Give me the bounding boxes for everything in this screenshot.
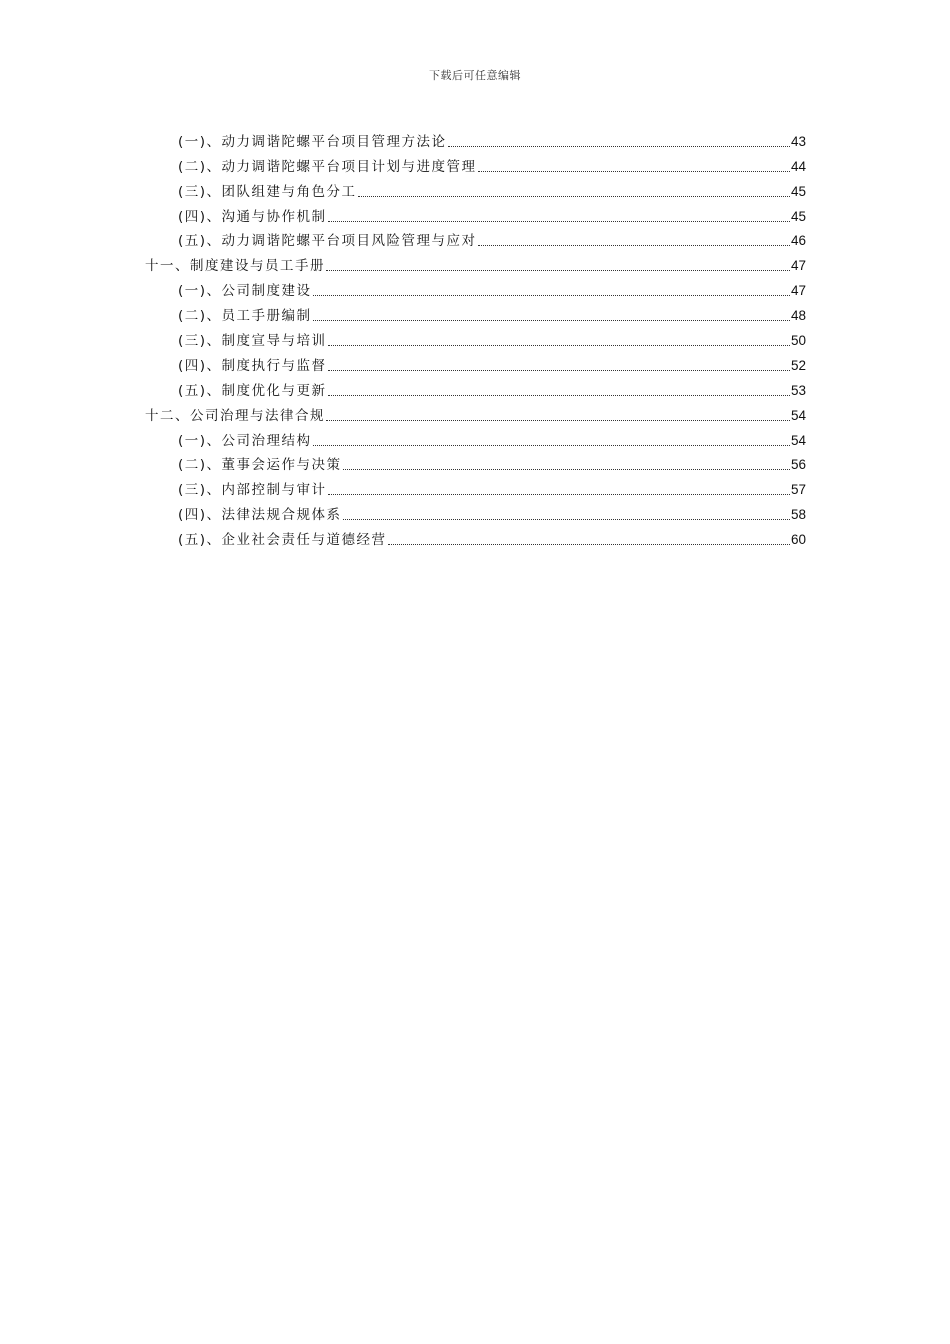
toc-page-number: 53 bbox=[790, 382, 806, 398]
toc-entry-label: (五)、企业社会责任与道德经营 bbox=[178, 532, 387, 549]
toc-entry-label: (三)、制度宣导与培训 bbox=[178, 333, 327, 350]
toc-entry-label: (三)、内部控制与审计 bbox=[178, 482, 327, 499]
toc-dot-leader bbox=[478, 171, 790, 172]
toc-dot-leader bbox=[313, 445, 790, 446]
toc-entry-label: (四)、法律法规合规体系 bbox=[178, 507, 342, 524]
toc-page-number: 47 bbox=[790, 258, 806, 274]
toc-entry-label: (一)、动力调谐陀螺平台项目管理方法论 bbox=[178, 133, 447, 150]
toc-page-number: 56 bbox=[790, 457, 806, 473]
toc-entry-label: (二)、董事会运作与决策 bbox=[178, 457, 342, 474]
toc-page-number: 45 bbox=[790, 208, 806, 224]
toc-entry[interactable] bbox=[145, 350, 806, 375]
toc-page-number: 48 bbox=[790, 308, 806, 324]
toc-page-number: 46 bbox=[790, 233, 806, 249]
toc-dot-leader bbox=[478, 245, 790, 246]
toc-entry[interactable] bbox=[145, 126, 806, 151]
toc-entry[interactable] bbox=[145, 450, 806, 475]
toc-entry-label: 十一、制度建设与员工手册 bbox=[145, 258, 325, 275]
toc-page-number: 44 bbox=[790, 158, 806, 174]
toc-entry[interactable] bbox=[145, 425, 806, 450]
toc-entry[interactable] bbox=[145, 226, 806, 251]
toc-chapter-entry[interactable] bbox=[145, 400, 806, 425]
toc-entry[interactable] bbox=[145, 275, 806, 300]
toc-entry[interactable] bbox=[145, 201, 806, 226]
toc-page-number: 52 bbox=[790, 357, 806, 373]
toc-page-number: 45 bbox=[790, 183, 806, 199]
toc-dot-leader bbox=[388, 544, 790, 545]
toc-page-number: 57 bbox=[790, 482, 806, 498]
toc-entry-label: (五)、制度优化与更新 bbox=[178, 382, 327, 399]
header-note: 下载后可任意编辑 bbox=[429, 69, 521, 82]
toc-entry-label: (一)、公司治理结构 bbox=[178, 432, 312, 449]
toc-page-number: 47 bbox=[790, 283, 806, 299]
toc-entry-label: (四)、沟通与协作机制 bbox=[178, 208, 327, 225]
toc-entry[interactable] bbox=[145, 474, 806, 499]
toc-dot-leader bbox=[328, 370, 790, 371]
toc-page-number: 50 bbox=[790, 333, 806, 349]
toc-entry[interactable] bbox=[145, 176, 806, 201]
toc-entry-label: (二)、员工手册编制 bbox=[178, 308, 312, 325]
toc-entry-label: (五)、动力调谐陀螺平台项目风险管理与应对 bbox=[178, 233, 477, 250]
toc-entry[interactable] bbox=[145, 375, 806, 400]
toc-dot-leader bbox=[313, 320, 790, 321]
toc-entry-label: (三)、团队组建与角色分工 bbox=[178, 183, 357, 200]
toc-chapter-entry[interactable] bbox=[145, 250, 806, 275]
toc-dot-leader bbox=[448, 146, 790, 147]
toc-page-number: 54 bbox=[790, 407, 806, 423]
toc-dot-leader bbox=[313, 295, 790, 296]
toc-entry[interactable] bbox=[145, 300, 806, 325]
table-of-contents bbox=[145, 126, 806, 549]
toc-entry-label: 十二、公司治理与法律合规 bbox=[145, 407, 325, 424]
toc-dot-leader bbox=[328, 494, 790, 495]
toc-dot-leader bbox=[326, 270, 790, 271]
toc-entry[interactable] bbox=[145, 325, 806, 350]
toc-entry[interactable] bbox=[145, 499, 806, 524]
toc-entry-label: (一)、公司制度建设 bbox=[178, 283, 312, 300]
toc-entry-label: (二)、动力调谐陀螺平台项目计划与进度管理 bbox=[178, 158, 477, 175]
toc-dot-leader bbox=[328, 221, 790, 222]
toc-dot-leader bbox=[358, 196, 790, 197]
toc-page-number: 60 bbox=[790, 532, 806, 548]
toc-entry[interactable] bbox=[145, 151, 806, 176]
toc-page-number: 54 bbox=[790, 432, 806, 448]
toc-page-number: 43 bbox=[790, 133, 806, 149]
toc-dot-leader bbox=[343, 519, 790, 520]
toc-dot-leader bbox=[328, 395, 790, 396]
toc-dot-leader bbox=[326, 420, 790, 421]
toc-page-number: 58 bbox=[790, 507, 806, 523]
toc-dot-leader bbox=[328, 345, 790, 346]
toc-entry[interactable] bbox=[145, 524, 806, 549]
toc-entry-label: (四)、制度执行与监督 bbox=[178, 357, 327, 374]
toc-dot-leader bbox=[343, 469, 790, 470]
